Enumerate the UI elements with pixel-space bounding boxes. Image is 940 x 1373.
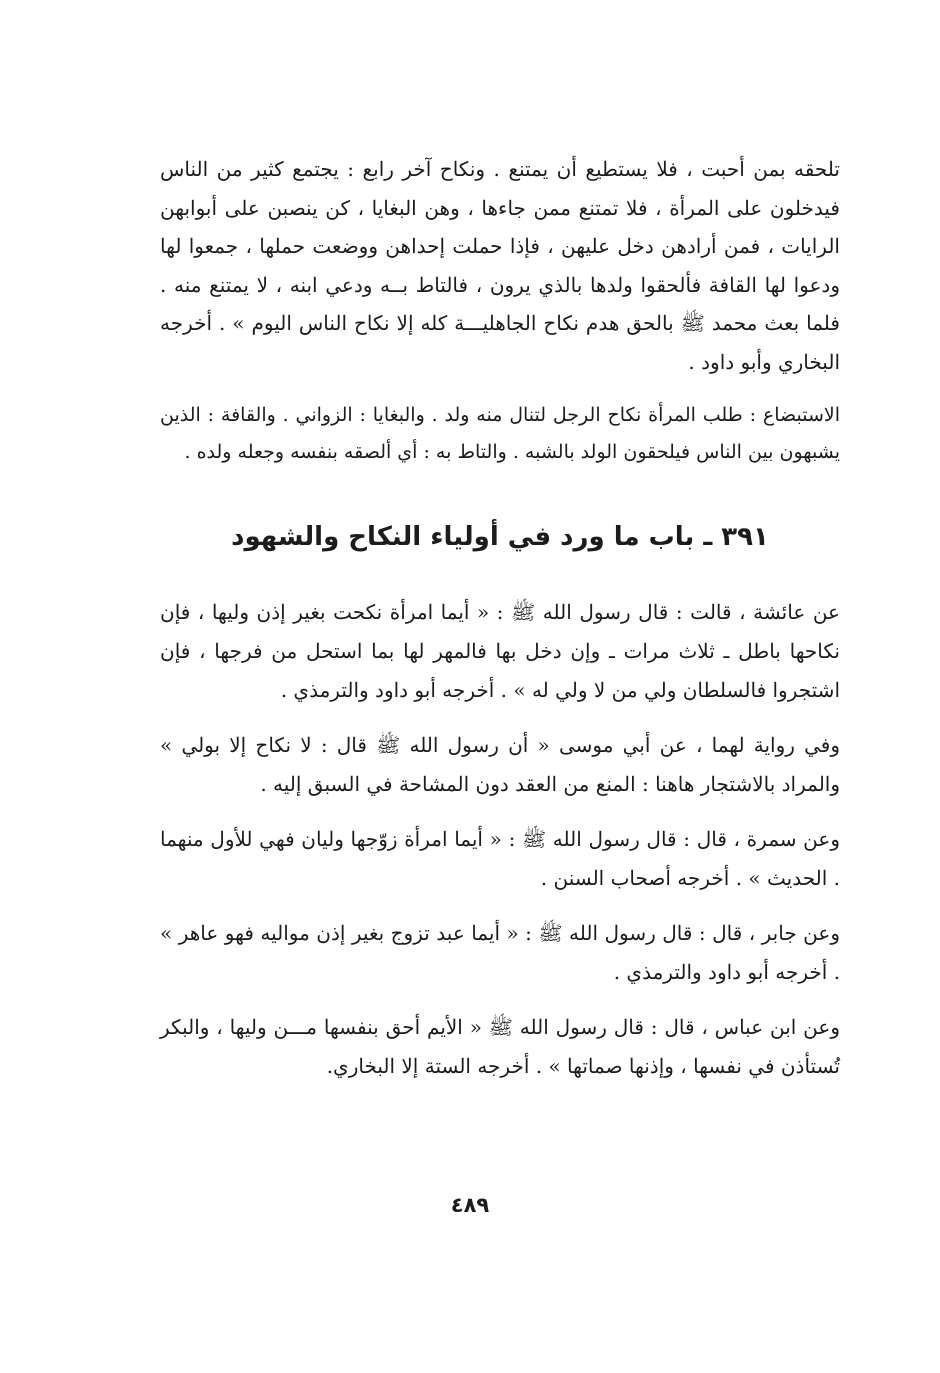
explanation-note: الاستبضاع : طلب المرأة نكاح الرجل لتنال منه ولد . والبغايا : الزواني . والقافة : الذين يشبهون بين الناس فيلحقون الولد بالشبه . والتاط به : أي ألصقه بنفسه وجعله ولده . [160,404,840,463]
page-number: ٤٨٩ [450,1193,490,1217]
chapter-title: ٣٩١ ـ باب ما ورد في أولياء النكاح والشهود [231,522,769,552]
book-page [160,150,840,1102]
hadith-aisha: عن عائشة ، قالت : قال رسول الله ﷺ : « أيما امرأة نكحت بغير إذن وليها ، فإن نكاحها باطل ـ ثلاث مرات ـ وإن دخل بها فالمهر لها بما استحل من فرجها ، فإن اشتجروا فالسلطان ولي من لا ولي له » . أخرجه أبو داود والترمذي . [160,600,840,702]
top-paragraph: تلحقه بمن أحبت ، فلا يستطيع أن يمتنع . ونكاح آخر رابع : يجتمع كثير من الناس فيدخلون على المرأة ، فلا تمتنع ممن جاءها ، وهن البغايا ، كن ينصبن على أبوابهن الرايات ، فمن أرادهن دخل عليهن ، فإذا حملت إحداهن ووضعت حملها ، جمعوا لها ودعوا لها القافة فألحقوا ولدها بالذي يرون ، فالتاط بــه ودعي ابنه ، لا يمتنع منه . فلما بعث محمد ﷺ بالحق هدم نكاح الجاهليـــة كله إلا نكاح الناس اليوم » . أخرجه البخاري وأبو داود . [160,157,840,374]
spacer [160,381,840,397]
hadith-abu-musa: وفي رواية لهما ، عن أبي موسى « أن رسول الله ﷺ قال : لا نكاح إلا بولي » والمراد بالاشتجار هاهنا : المنع من العقد دون المشاحة في السبق إليه . [160,733,840,796]
hadith-jabir: وعن جابر ، قال : قال رسول الله ﷺ : « أيما عبد تزوج بغير إذن مواليه فهو عاهر » . أخرجه أبو داود والترمذي . [160,921,840,984]
hadith-samura: وعن سمرة ، قال : قال رسول الله ﷺ : « أيما امرأة زوّجها وليان فهي للأول منهما . الحديث » . أخرجه أصحاب السنن . [160,827,840,890]
hadith-ibn-abbas: وعن ابن عباس ، قال : قال رسول الله ﷺ « الأيم أحق بنفسها مـــن وليها ، والبكر تُستأذن في نفسها ، وإذنها صماتها » . أخرجه الستة إلا البخاري. [160,1015,840,1078]
